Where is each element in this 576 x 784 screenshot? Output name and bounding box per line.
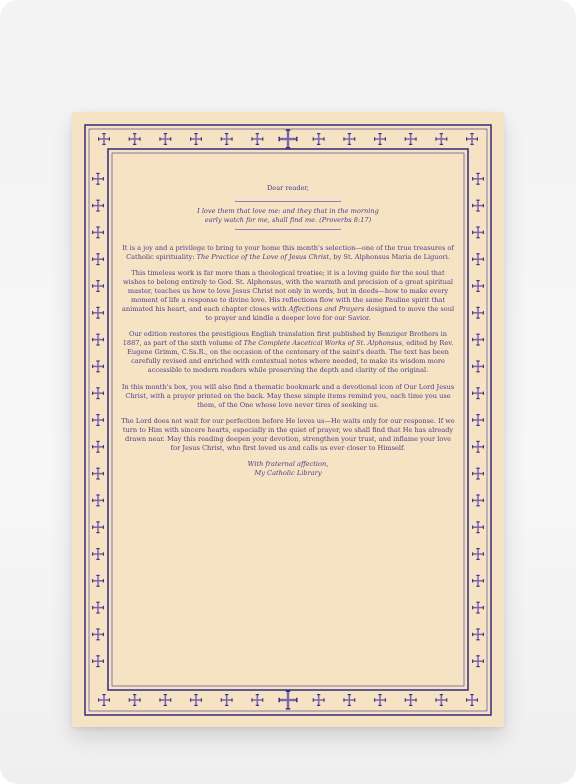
cross-icon [405, 133, 417, 145]
cross-icon [343, 133, 355, 145]
paragraph-blessing: The Lord does not wait for our perfection before He loves us—He waits only for our response. If we turn to Him with sincere hearts, especially in the quiet of prayer, we shall find that He has already drawn near. May this reading deepen your devotion, strengthen your trust, and inflame your love for Jesus Christ, who first loved us and calls us ever closer to Himself. [121, 417, 455, 452]
paragraph-intro-text: It is a joy and a privilege to bring to your home this month's selection—one of the true treasures of Catholic spirituality: [122, 243, 454, 261]
cross-icon [159, 133, 171, 145]
epigraph [120, 207, 456, 225]
large-cross-icon [278, 690, 297, 709]
cross-icon [98, 133, 110, 145]
cross-icon [92, 441, 104, 453]
cross-icon [472, 441, 484, 453]
greeting: Dear reader, [267, 184, 309, 192]
cross-icon [435, 133, 447, 145]
cross-icon [92, 494, 104, 506]
cross-icon [129, 133, 141, 145]
cross-icon [472, 307, 484, 319]
cross-icon [92, 334, 104, 346]
book-title: The Practice of the Love of Jesus Christ [196, 252, 330, 261]
cross-icon [472, 280, 484, 292]
cross-icon [98, 694, 110, 706]
cross-icon [92, 226, 104, 238]
paragraph-intro-author: , by St. Alphonsus Maria de Liguori. [329, 252, 450, 261]
series-title: The Complete Ascetical Works of St. Alphonsus [243, 339, 403, 348]
cross-icon [92, 253, 104, 265]
cross-icon [472, 628, 484, 640]
cross-icon [435, 694, 447, 706]
divider-top [235, 201, 341, 202]
cross-icon [92, 360, 104, 372]
cross-icon [343, 694, 355, 706]
section-title: Affections and Prayers [288, 305, 365, 314]
cross-icon [92, 468, 104, 480]
cross-icon [190, 133, 202, 145]
cross-icon [92, 602, 104, 614]
divider-bottom [235, 229, 341, 230]
paragraph-description [120, 269, 456, 323]
cross-icon [472, 226, 484, 238]
cross-icon [313, 133, 325, 145]
cross-icon [221, 694, 233, 706]
cross-icon [251, 694, 263, 706]
paragraph-edition-end: , edited by Rev. Eugene Grimm, C.Ss.R., on the occasion of the centenary of the saint's death. The text has been carefully revised and enriched with contextual notes where needed, to make its wisdom more accessible to modern readers while preserving the depth and clarity of the original. [127, 339, 454, 375]
cross-icon [92, 521, 104, 533]
cross-icon [92, 200, 104, 212]
cross-icon [472, 548, 484, 560]
signoff [120, 460, 456, 478]
cross-icon [374, 133, 386, 145]
cross-icon [92, 548, 104, 560]
cross-icon [472, 575, 484, 587]
paragraph-box-contents: In this month's box, you will also find a thematic bookmark and a devotional icon of Our Lord Jesus Christ, with a prayer printed on the back. May these simple items remind you, each time you use them, of the One whose love never tires of seeking us. [121, 382, 455, 409]
closing: With fraternal affection, [247, 460, 329, 469]
cross-icon [472, 173, 484, 185]
cross-icon [92, 575, 104, 587]
cross-icon [159, 694, 171, 706]
cross-icon [251, 133, 263, 145]
cross-icon [472, 360, 484, 372]
large-cross-icon [278, 129, 297, 148]
cross-icon [472, 334, 484, 346]
cross-icon [472, 602, 484, 614]
letter-body [120, 184, 456, 486]
paragraph-edition-text: Our edition restores the prestigious English translation first published by Benziger Brothers in 1887, as part of the sixth volume of [122, 330, 447, 348]
cross-icon [92, 387, 104, 399]
cross-icon [472, 521, 484, 533]
cross-icon [221, 133, 233, 145]
paragraph-edition [120, 330, 456, 375]
cross-icon [472, 200, 484, 212]
cross-icon [405, 694, 417, 706]
cross-icon [472, 494, 484, 506]
cross-icon [472, 468, 484, 480]
paragraph-intro [120, 244, 456, 262]
cross-icon [92, 628, 104, 640]
cross-icon [92, 307, 104, 319]
cross-icon [190, 694, 202, 706]
cross-icon [374, 694, 386, 706]
cross-icon [92, 280, 104, 292]
signature: My Catholic Library [254, 469, 322, 478]
cross-icon [472, 387, 484, 399]
epigraph-line-2: early watch for me, shall find me. (Proverbs 8:17) [204, 215, 372, 224]
cross-icon [472, 253, 484, 265]
cross-icon [92, 414, 104, 426]
paragraph-description-text: This timeless work is far more than a theological treatise; it is a loving guide for the soul that wishes to belong entirely to God. St. Alphonsus, with the warmth and precision of a great spiritual master, teaches us how to love Jesus Christ not only in words, but in deeds—how to make every moment of life a response to divine love. His reflections flow with the same Pauline spirit that animated his heart, and each chapter closes with [121, 269, 453, 314]
cross-icon [129, 694, 141, 706]
cross-icon [313, 694, 325, 706]
cross-icon [472, 414, 484, 426]
cross-icon [92, 655, 104, 667]
cross-icon [466, 694, 478, 706]
cross-icon [472, 655, 484, 667]
epigraph-line-1: I love them that love me: and they that in the morning [197, 206, 379, 215]
cross-icon [466, 133, 478, 145]
paragraph-description-end: designed to move the soul to prayer and kindle a deeper love for our Savior. [205, 305, 455, 323]
letter-sheet [72, 112, 504, 727]
cross-icon [92, 173, 104, 185]
